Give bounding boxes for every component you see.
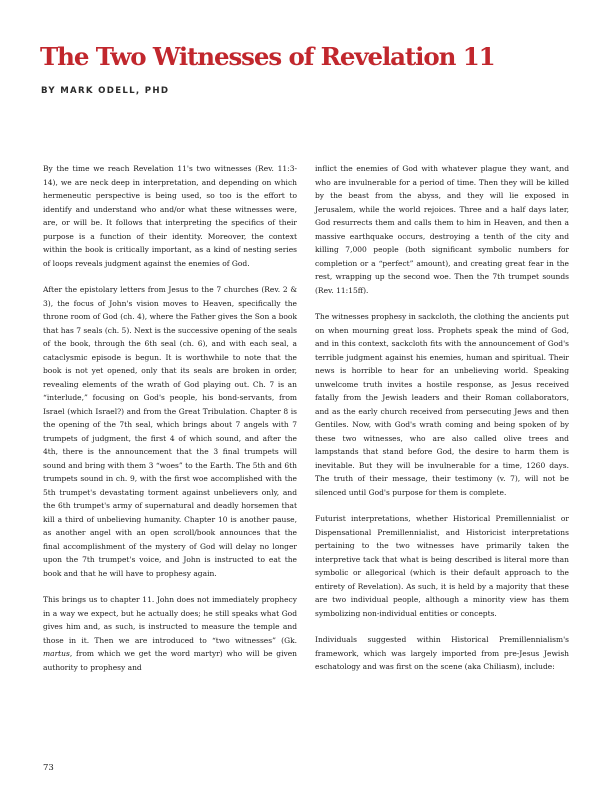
paragraph: The witnesses prophesy in sackcloth, the clothing the ancients put on when mourning great loss. Prophets speak the mind of God, and in this context, sackcloth fits with the announcement of God's terrible judgment against his enemies, human and spiritual. Their news is horrible to hear for an unbelieving world. Speaking unwelcome truth invites a hostile response, as Jesus received fatally from the Jewish leaders and their Roman collaborators, and as the early church received from persecuting Jews and then Gentiles. Now, with God's wrath coming and being spoken of by these two witnesses, who are also called olive trees and lampstands that stand before God, the desire to harm them is inevitable. But they will be invulnerable for a time, 1260 days. The truth of their message, their testimony (v. 7), will not be silenced until God's purpose for them is complete. <box>315 312 569 497</box>
paragraph: By the time we reach Revelation 11's two witnesses (Rev. 11:3-14), we are neck deep in interpretation, and depending on which hermeneutic perspective is being used, so too is the effort to identify and understand who and/or what these witnesses were, are, or will be. It follows that interpreting the specifics of their purpose is a function of their identity. Moreover, the context within the book is critically important, as a kind of nesting series of loops reveals judgment against the enemies of God. <box>43 164 297 268</box>
paragraph <box>43 593 297 674</box>
left-column <box>43 162 297 687</box>
paragraph: Futurist interpretations, whether Historical Premillennialist or Dispensational Premillennialist, and Historicist interpretations pertaining to the two witnesses have primarily taken the interpretive tack that what is being described is literal more than symbolic or allegorical (which is their default approach to the entirety of Revelation). As such, it is held by a majority that these are two individual people, although a minority view has them symbolizing non-individual entities or concepts. <box>315 514 569 618</box>
paragraph: Individuals suggested within Historical Premillennialism's framework, which was largely imported from pre-Jesus Jewish eschatology and was first on the scene (aka Chiliasm), include: <box>315 635 569 671</box>
paragraph: inflict the enemies of God with whatever plague they want, and who are invulnerable for a period of time. Then they will be killed by the beast from the abyss, and they will lie exposed in Jerusalem, while the world rejoices. Three and a half days later, God resurrects them and calls them to him in Heaven, and then a massive earthquake occurs, destroying a tenth of the city and killing 7,000 people (both significant symbolic numbers for completion or a “perfect” amount), and creating great fear in the rest, wrapping up the second woe. Then the 7th trumpet sounds (Rev. 11:15ff). <box>315 164 569 295</box>
article-title: The Two Witnesses of Revelation 11 <box>40 42 495 71</box>
paragraph-text: This brings us to chapter 11. John does not immediately prophecy in a way we expect, but he actually does; he still speaks what God gives him and, as such, is instructed to measure the temple and those in it. Then we are introduced to “two witnesses” (Gk. <box>43 595 297 645</box>
author-byline: BY MARK ODELL, PHD <box>41 86 170 96</box>
greek-term: martus <box>43 649 70 658</box>
paragraph: After the epistolary letters from Jesus to the 7 churches (Rev. 2 & 3), the focus of John's vision moves to Heaven, specifically the throne room of God (ch. 4), where the Father gives the Son a book that has 7 seals (ch. 5). Next is the successive opening of the seals of the book, through the 6th seal (ch. 6), and with each seal, a cataclysmic episode is begun. It is worthwhile to note that the book is not yet opened, only that its seals are broken in order, revealing elements of the wrath of God playing out. Ch. 7 is an “interlude,” focusing on God's people, his bond-servants, from Israel (which Israel?) and from the Great Tribulation. Chapter 8 is the opening of the 7th seal, which brings about 7 angels with 7 trumpets of judgment, the first 4 of which sound, and after the 4th, there is the announcement that the 3 final trumpets will sound and bring with them 3 “woes” to the Earth. The 5th and 6th trumpets sound in ch. 9, with the first woe accomplished with the 5th trumpet's devastating torment against unbelievers only, and the 6th trumpet's army of supernatural and deadly horsemen that kill a third of unbelieving humanity. Chapter 10 is another pause, as another angel with an open scroll/book announces that the final accomplishment of the mystery of God will delay no longer upon the 7th trumpet's voice, and John is instructed to eat the book and that he will have to prophesy again. <box>43 285 297 578</box>
paragraph-text: , from which we get the word martyr) who will be given authority to prophesy and <box>43 649 297 672</box>
page-number: 73 <box>43 763 54 773</box>
right-column <box>315 162 569 687</box>
